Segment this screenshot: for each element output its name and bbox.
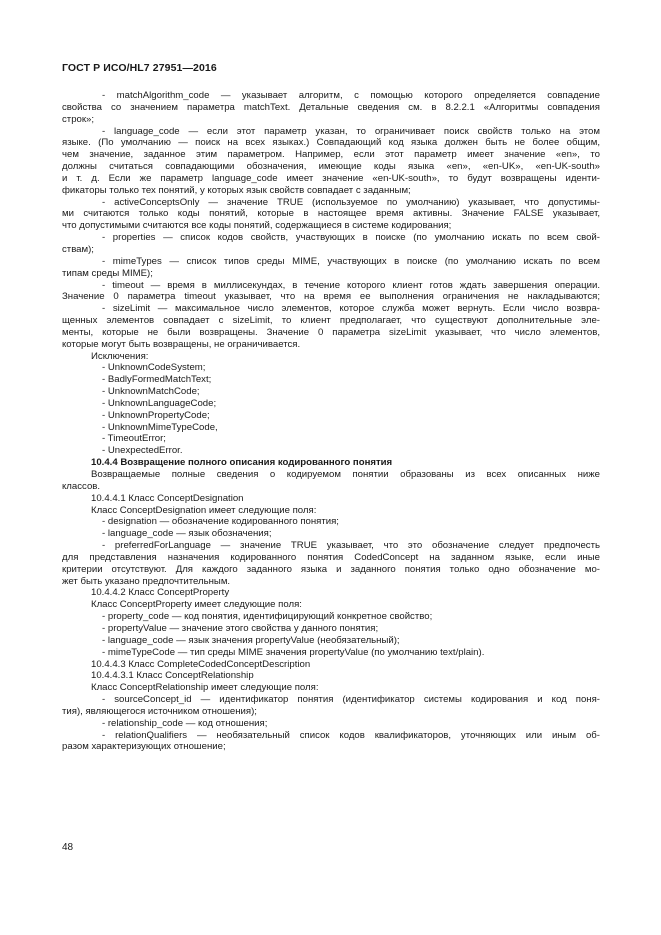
text-line: критерии отсутствуют. Для каждого заданного языка и заданного понятия только одно обозначение мо- (62, 563, 600, 575)
text-line: - sourceConcept_id — идентификатор понятия (идентификатор системы кодирования и код поня- (102, 694, 600, 706)
text-line: чем значение, заданное этим параметром. Например, если этот параметр имеет значение «en», то (62, 149, 600, 161)
text-line: фикаторы только тех понятий, у которых язык свойств совпадает с заданным; (62, 184, 411, 196)
text-line: - relationQualifiers — необязательный список кодов квалификаторов, уточняющих или иным об- (102, 729, 600, 741)
text-line: ми считаются только коды понятий, которые в настоящее время активны. Значение FALSE указывает, (62, 208, 600, 220)
text-line: - timeout — время в миллисекундах, в течение которого клиент готов ждать завершения операции. (102, 279, 600, 291)
text-line: менты, которые не были возвращены. Значение 0 параметра sizeLimit указывает, что число элементов, (62, 326, 600, 338)
text-line: разом характеризующих отношение; (62, 741, 226, 753)
text-line: языке. (По умолчанию — поиск на всех языках.) Совпадающий код языка должен быть не более общим, (62, 137, 600, 149)
text-line: - UnknownPropertyCode; (102, 409, 210, 421)
document-body (62, 90, 600, 753)
text-line: - designation — обозначение кодированного понятия; (102, 516, 339, 528)
text-line: и т. д. Если же параметр language_code имеет значение «en-UK-south», то будут возвращены иденти- (62, 172, 600, 184)
text-line: - preferredForLanguage — значение TRUE указывает, что это обозначение следует предпочесть (102, 540, 600, 552)
text-line: - UnknownLanguageCode; (102, 397, 217, 409)
text-line: - mimeTypes — список типов среды MIME, участвующих в поиске (по умолчанию искать по всем (102, 255, 600, 267)
text-line: которые могут быть возвращены, не ограничивается. (62, 338, 301, 350)
text-line: - language_code — язык обозначения; (102, 528, 272, 540)
text-line: - property_code — код понятия, идентифицирующий конкретное свойство; (102, 611, 433, 623)
text-line: типам среды MIME); (62, 267, 153, 279)
standard-header: ГОСТ Р ИСО/HL7 27951—2016 (62, 62, 217, 74)
text-line: Исключения: (91, 350, 149, 362)
text-line: жет быть указано предпочтительным. (62, 575, 231, 587)
text-line: классов. (62, 480, 101, 492)
text-line: - language_code — если этот параметр указан, то ограничивает поиск свойств только на этом (102, 125, 600, 137)
text-line: - UnknownCodeSystem; (102, 362, 206, 374)
text-line: - UnexpectedError. (102, 445, 183, 457)
page-number: 48 (62, 842, 74, 853)
text-line: - matchAlgorithm_code — указывает алгоритм, с помощью которого определяется совпадение (102, 90, 600, 101)
text-line: свойства со значением параметра matchText. Детальные сведения см. в 8.2.2.1 «Алгоритмы совпадения (62, 101, 600, 113)
text-line: - mimeTypeCode — тип среды MIME значения propertyValue (по умолчанию text/plain). (102, 646, 485, 658)
text-line: - BadlyFormedMatchText; (102, 374, 212, 386)
text-line: Класс ConceptDesignation имеет следующие поля: (91, 504, 317, 516)
text-line: - language_code — язык значения propertyValue (необязательный); (102, 634, 400, 646)
text-line: - activeConceptsOnly — значение TRUE (используемое по умолчанию) указывает, что допустимы- (102, 196, 600, 208)
text-line: для представления назначения кодированного понятия CodedConcept на заданном языке, если иные (62, 551, 600, 563)
text-line: Возвращаемые полные сведения о кодируемом понятии образованы из всех описанных ниже (91, 469, 600, 480)
text-line: тия), являющегося источником отношения); (62, 705, 257, 717)
text-line: - TimeoutError; (102, 433, 166, 445)
text-line: - relationship_code — код отношения; (102, 717, 268, 729)
text-line: - UnknownMimeTypeCode, (102, 421, 218, 433)
text-line: ствам); (62, 243, 94, 255)
text-line: 10.4.4.3.1 Класс ConceptRelationship (91, 670, 254, 682)
text-line: - propertyValue — значение этого свойства у данного понятия; (102, 622, 379, 634)
section-heading: 10.4.4 Возвращение полного описания кодированного понятия (91, 457, 393, 469)
text-line: должны считаться совпадающими обозначения, имеющие коды языка «en», «en-UK», «en-UK-south» (62, 161, 600, 173)
text-line: щенных элементов совпадает с sizeLimit, то клиент предполагает, что существуют дополнительные эле- (62, 315, 600, 327)
text-line: Класс ConceptProperty имеет следующие поля: (91, 599, 302, 611)
text-line: 10.4.4.2 Класс ConceptProperty (91, 587, 230, 599)
text-line: что допустимыми считаются все коды понятий, содержащиеся в системе кодирования; (62, 220, 452, 232)
text-line: строк»; (62, 113, 95, 125)
text-line: - properties — список кодов свойств, участвующих в поиске (по умолчанию искать по всем свой- (102, 232, 600, 244)
text-line: - sizeLimit — максимальное число элементов, которое служба может вернуть. Если число возвра- (102, 303, 600, 315)
text-line: Класс ConceptRelationship имеет следующие поля: (91, 682, 319, 694)
text-line: Значение 0 параметра timeout указывает, что на время ее выполнения ограничения не накладываются; (62, 291, 600, 303)
text-line: - UnknownMatchCode; (102, 386, 200, 398)
text-line: 10.4.4.1 Класс ConceptDesignation (91, 492, 244, 504)
text-line: 10.4.4.3 Класс CompleteCodedConceptDescription (91, 658, 311, 670)
